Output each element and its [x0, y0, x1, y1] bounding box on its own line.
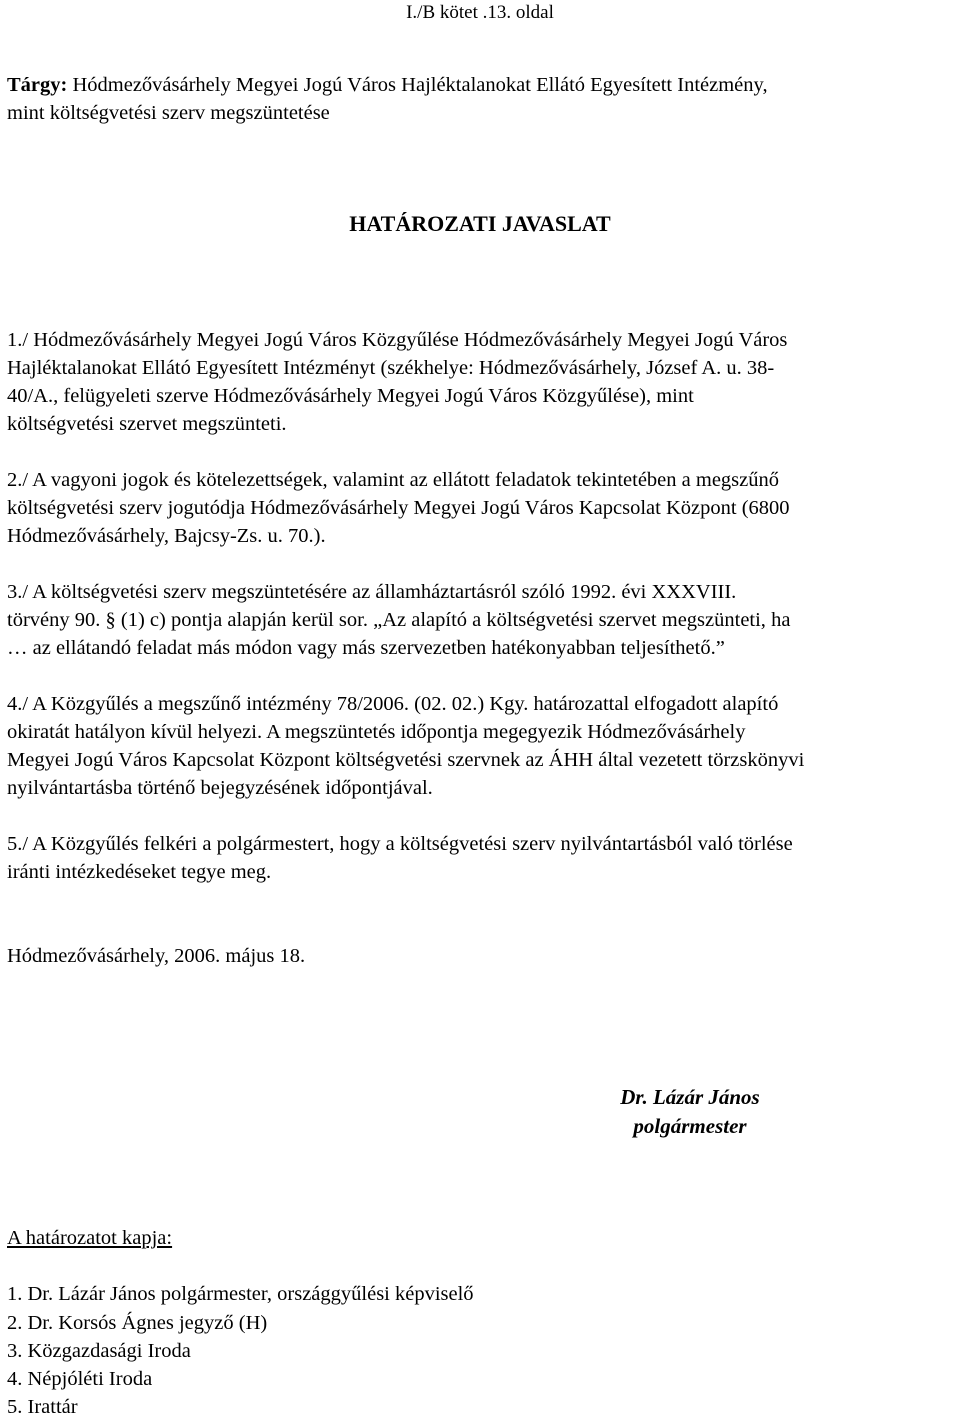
- recipient-item: 4. Népjóléti Iroda: [7, 1368, 153, 1390]
- item-5-line-1: 5./ A Közgyűlés felkéri a polgármestert, hogy a költségvetési szerv nyilvántartásból való törlése: [7, 833, 793, 855]
- item-2-line-1: 2./ A vagyoni jogok és kötelezettségek, valamint az ellátott feladatok tekintetében a megszűnő: [7, 469, 780, 491]
- recipient-item: 3. Közgazdasági Iroda: [7, 1340, 191, 1362]
- item-2-line-2: költségvetési szerv jogutódja Hódmezővásárhely Megyei Jogú Város Kapcsolat Központ (6800: [7, 497, 790, 519]
- signature-title: polgármester: [633, 1114, 747, 1138]
- recipient-item: 5. Irattár: [7, 1396, 78, 1418]
- item-1-line-3: 40/A., felügyeleti szerve Hódmezővásárhely Megyei Jogú Város Közgyűlése), mint: [7, 385, 694, 407]
- item-4-line-3: Megyei Jogú Város Kapcsolat Központ költségvetési szervnek az ÁHH által vezetett törzskönyvi: [7, 749, 805, 771]
- place-date: Hódmezővásárhely, 2006. május 18.: [7, 945, 306, 967]
- recipient-item: 2. Dr. Korsós Ágnes jegyző (H): [7, 1312, 268, 1334]
- document-title: HATÁROZATI JAVASLAT: [349, 211, 611, 236]
- item-3-line-3: … az ellátandó feladat más módon vagy más szervezetben hatékonyabban teljesíthető.”: [7, 637, 725, 659]
- recipient-item: 1. Dr. Lázár János polgármester, országgyűlési képviselő: [7, 1283, 474, 1305]
- recipients-heading: A határozatot kapja:: [7, 1227, 173, 1249]
- item-3-line-1: 3./ A költségvetési szerv megszüntetésére az államháztartásról szóló 1992. évi XXXVIII.: [7, 581, 737, 603]
- item-4-line-1: 4./ A Közgyűlés a megszűnő intézmény 78/2006. (02. 02.) Kgy. határozattal elfogadott alapító: [7, 693, 779, 715]
- item-3-line-2: törvény 90. § (1) c) pontja alapján kerül sor. „Az alapító a költségvetési szervet megszünteti, ha: [7, 609, 791, 631]
- subject-line-1: [7, 71, 768, 99]
- item-1-line-2: Hajléktalanokat Ellátó Egyesített Intézményt (székhelye: Hódmezővásárhely, József A. u. 38-: [7, 357, 775, 379]
- item-1-line-4: költségvetési szervet megszünteti.: [7, 413, 287, 435]
- item-2-line-3: Hódmezővásárhely, Bajcsy-Zs. u. 70.).: [7, 525, 326, 547]
- item-4-line-4: nyilvántartásba történő bejegyzésének időpontjával.: [7, 777, 433, 799]
- item-4-line-2: okiratát hatályon kívül helyezi. A megszüntetés időpontja megegyezik Hódmezővásárhely: [7, 721, 746, 743]
- subject-text-1: Hódmezővásárhely Megyei Jogú Város Hajléktalanokat Ellátó Egyesített Intézmény,: [72, 74, 768, 96]
- subject-line-2: mint költségvetési szerv megszüntetése: [7, 102, 330, 124]
- signature-name: Dr. Lázár János: [620, 1085, 760, 1109]
- item-5-line-2: iránti intézkedéseket tegye meg.: [7, 861, 272, 883]
- item-1-line-1: 1./ Hódmezővásárhely Megyei Jogú Város Közgyűlése Hódmezővásárhely Megyei Jogú Város: [7, 329, 788, 351]
- subject-label: Tárgy:: [7, 74, 68, 96]
- page-header: I./B kötet .13. oldal: [406, 2, 554, 23]
